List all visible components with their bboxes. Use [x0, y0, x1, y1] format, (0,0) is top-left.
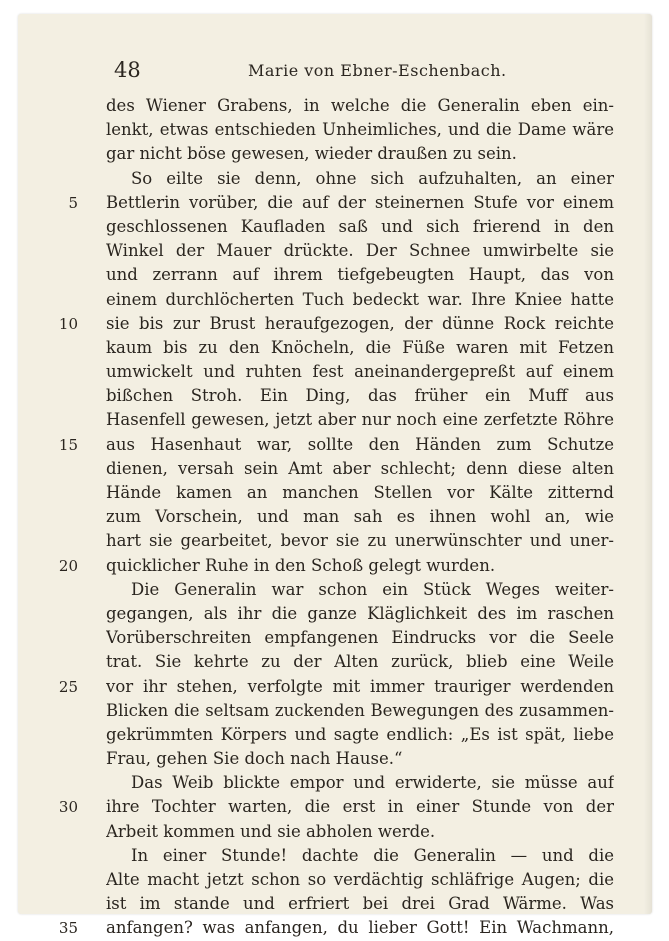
line-text: bißchen Stroh. Ein Ding, das früher ein Muff aus [106, 386, 614, 406]
page-number: 48 [114, 58, 141, 82]
text-line [18, 288, 652, 312]
line-text: einem durchlöcherten Tuch bedeckt war. Ihre Kniee hatte [106, 289, 614, 309]
line-text: quicklicher Ruhe in den Schoß gelegt wurden. [106, 555, 496, 575]
line-text: dienen, versah sein Amt aber schlecht; denn diese alten [106, 458, 614, 478]
text-line [18, 795, 652, 819]
line-text: Vorüberschreiten empfangenen Eindrucks vor die Seele [106, 628, 614, 648]
line-number: 20 [58, 556, 78, 575]
line-text: kaum bis zu den Knöcheln, die Füße waren mit Fetzen [106, 337, 614, 357]
line-text: Blicken die seltsam zuckenden Bewegungen des zusammen- [106, 700, 614, 720]
text-line [18, 650, 652, 674]
line-text: Hände kamen an manchen Stellen vor Kälte zitternd [106, 483, 614, 502]
line-text: gegangen, als ihr die ganze Kläglichkeit des im raschen [106, 603, 614, 623]
line-text: Das Weib blickte empor und erwiderte, sie müsse auf [131, 773, 614, 793]
line-text: anfangen? was anfangen, du lieber Gott! Ein Wachmann, [106, 918, 614, 938]
line-text: ihre Tochter warten, die erst in einer Stunde von der [106, 797, 614, 817]
text-line [18, 844, 652, 868]
line-text: Hasenfell gewesen, jetzt aber nur noch eine zerfetzte Röhre [106, 410, 614, 430]
text-line [18, 892, 652, 916]
line-text: ist im stande und erfriert bei drei Grad Wärme. Was [106, 894, 614, 914]
text-line [18, 771, 652, 795]
line-number: 15 [58, 435, 78, 454]
text-line [18, 433, 652, 457]
line-text: des Wiener Grabens, in welche die Generalin eben ein- [106, 96, 614, 115]
text-line [18, 578, 652, 602]
page-edge-shadow [644, 14, 652, 914]
line-number: 5 [68, 193, 78, 212]
text-line [18, 384, 652, 408]
text-line [18, 529, 652, 553]
text-line [18, 215, 652, 239]
text-line [18, 505, 652, 529]
line-text: hart sie gearbeitet, bevor sie zu unerwünschter und uner- [106, 531, 614, 551]
text-line [18, 118, 652, 142]
text-line [18, 554, 652, 578]
text-line [18, 481, 652, 505]
line-number: 30 [58, 798, 78, 817]
text-line [18, 312, 652, 336]
line-text: In einer Stunde! dachte die Generalin — und die [131, 845, 614, 865]
line-text: So eilte sie denn, ohne sich aufzuhalten, an einer [131, 168, 614, 188]
line-text: und zerrann auf ihrem tiefgebeugten Haupt, das von [106, 265, 614, 285]
text-line [18, 191, 652, 215]
text-line [18, 820, 652, 844]
text-line [18, 747, 652, 771]
line-text: Bettlerin vorüber, die auf der steinernen Stufe vor einem [106, 192, 614, 212]
text-line [18, 360, 652, 384]
text-line [18, 699, 652, 723]
text-line [18, 94, 652, 118]
text-line [18, 868, 652, 892]
line-text: sie bis zur Brust heraufgezogen, der dünne Rock reichte [106, 313, 614, 333]
text-line [18, 723, 652, 747]
line-text: Frau, gehen Sie doch nach Hause.“ [106, 749, 403, 769]
text-line [18, 457, 652, 481]
text-line [18, 263, 652, 287]
line-text: Winkel der Mauer drückte. Der Schnee umwirbelte sie [106, 241, 614, 261]
book-page [18, 14, 652, 938]
line-text: aus Hasenhaut war, sollte den Händen zum Schutze [106, 434, 614, 454]
text-line [18, 167, 652, 191]
line-text: gekrümmten Körpers und sagte endlich: „Es ist spät, liebe [106, 724, 614, 744]
line-text: lenkt, etwas entschieden Unheimliches, und die Dame wäre [106, 120, 614, 140]
line-number: 10 [58, 314, 78, 333]
line-number: 35 [58, 919, 78, 938]
line-text: zum Vorschein, und man sah es ihnen wohl an, wie [106, 507, 614, 527]
text-line [18, 142, 652, 166]
line-text: gar nicht böse gewesen, wieder draußen zu sein. [106, 144, 517, 164]
line-number: 25 [58, 677, 78, 696]
page-header [18, 58, 652, 82]
text-line [18, 239, 652, 263]
text-line [18, 602, 652, 626]
text-line [18, 336, 652, 360]
line-text: vor ihr stehen, verfolgte mit immer trauriger werdenden [106, 676, 614, 696]
line-text: geschlossenen Kaufladen saß und sich frierend in den [106, 216, 614, 236]
line-text: Arbeit kommen und sie abholen werde. [106, 821, 436, 841]
line-text: trat. Sie kehrte zu der Alten zurück, blieb eine Weile [106, 652, 614, 672]
text-line [18, 675, 652, 699]
body-text [18, 94, 652, 941]
text-line [18, 916, 652, 940]
line-text: umwickelt und ruhten fest aneinandergepreßt auf einem [106, 362, 614, 382]
text-line [18, 408, 652, 432]
running-head: Marie von Ebner-Eschenbach. [248, 61, 507, 80]
line-text: Die Generalin war schon ein Stück Weges weiter- [131, 579, 614, 599]
text-line [18, 626, 652, 650]
line-text: Alte macht jetzt schon so verdächtig schläfrige Augen; die [106, 870, 614, 889]
